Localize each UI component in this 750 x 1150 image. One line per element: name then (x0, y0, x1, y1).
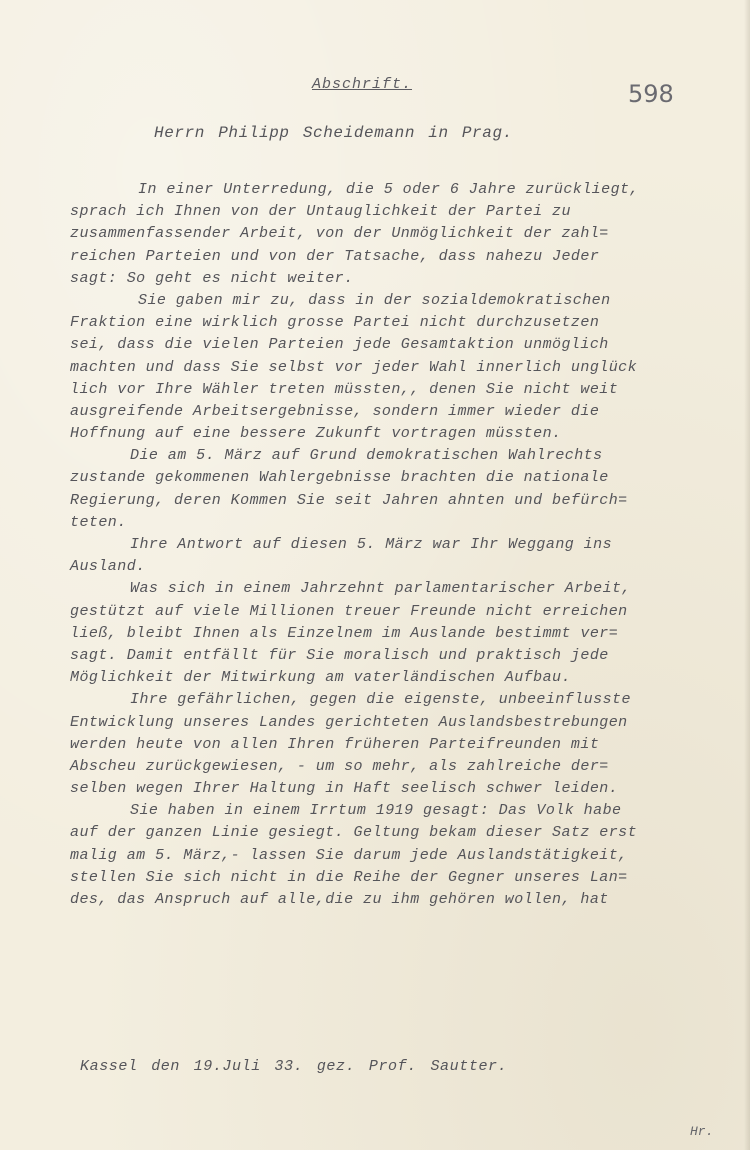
page-edge-shadow (744, 0, 750, 1150)
body-line: In einer Unterredung, die 5 oder 6 Jahre zurückliegt, (138, 181, 639, 198)
body-line: Hoffnung auf eine bessere Zukunft vortragen müssten. (70, 425, 562, 443)
body-line: Abscheu zurückgewiesen, - um so mehr, als zahlreiche der= (70, 757, 609, 775)
body-line: Ausland. (70, 558, 146, 576)
body-line: Entwicklung unseres Landes gerichteten Auslandsbestrebungen (70, 713, 628, 731)
body-line: lich vor Ihre Wähler treten müssten,, denen Sie nicht weit (70, 380, 619, 398)
body-line: ausgreifende Arbeitsergebnisse, sondern immer wieder die (70, 402, 600, 420)
body-line: sagt. Damit entfällt für Sie moralisch und praktisch jede (70, 646, 609, 664)
body-line: des, das Anspruch auf alle,die zu ihm gehören wollen, hat (70, 891, 609, 908)
body-line: Möglichkeit der Mitwirkung am vaterländischen Aufbau. (70, 669, 571, 687)
letter-body (70, 179, 740, 911)
date-signature-line: Kassel den 19.Juli 33. gez. Prof. Sautter. (80, 1058, 508, 1075)
body-line: gestützt auf viele Millionen treuer Freunde nicht erreichen (70, 602, 628, 620)
body-line: auf der ganzen Linie gesiegt. Geltung bekam dieser Satz erst (70, 824, 638, 842)
body-line: Ihre Antwort auf diesen 5. März war Ihr Weggang ins (130, 536, 613, 553)
body-line: Was sich in einem Jahrzehnt parlamentarischer Arbeit, (130, 580, 631, 598)
body-line: Fraktion eine wirklich grosse Partei nicht durchzusetzen (70, 314, 600, 332)
body-line: teten. (70, 513, 127, 531)
body-line: sprach ich Ihnen von der Untauglichkeit der Partei zu (70, 203, 571, 221)
page-number: 598 (628, 80, 674, 108)
body-line: machten und dass Sie selbst vor jeder Wahl innerlich unglück (70, 358, 638, 376)
body-line: stellen Sie sich nicht in die Reihe der Gegner unseres Lan= (70, 868, 628, 886)
document-heading: Abschrift. (312, 76, 413, 93)
body-line: sei, dass die vielen Parteien jede Gesamtaktion unmöglich (70, 336, 609, 354)
body-line: sagt: So geht es nicht weiter. (70, 269, 354, 287)
addressee-line: Herrn Philipp Scheidemann in Prag. (154, 124, 513, 142)
body-line: werden heute von allen Ihren früheren Parteifreunden mit (70, 735, 600, 753)
body-line: malig am 5. März,- lassen Sie darum jede Auslandstätigkeit, (70, 846, 628, 864)
body-line: Sie gaben mir zu, dass in der sozialdemokratischen (138, 291, 611, 309)
body-line: zusammenfassender Arbeit, von der Unmöglichkeit der zahl= (70, 225, 609, 243)
body-line: zustande gekommenen Wahlergebnisse brachten die nationale (70, 469, 609, 487)
body-line: Sie haben in einem Irrtum 1919 gesagt: Das Volk habe (130, 802, 622, 820)
body-line: Regierung, deren Kommen Sie seit Jahren ahnten und befürch= (70, 491, 628, 509)
typist-initials: Hr. (690, 1124, 714, 1139)
body-line: reichen Parteien und von der Tatsache, dass nahezu Jeder (70, 247, 600, 265)
body-line: Ihre gefährlichen, gegen die eigenste, unbeeinflusste (130, 691, 631, 709)
body-line: selben wegen Ihrer Haltung in Haft seelisch schwer leiden. (70, 780, 619, 798)
body-line: Die am 5. März auf Grund demokratischen Wahlrechts (130, 447, 603, 465)
body-line: ließ, bleibt Ihnen als Einzelnem im Auslande bestimmt ver= (70, 624, 619, 642)
